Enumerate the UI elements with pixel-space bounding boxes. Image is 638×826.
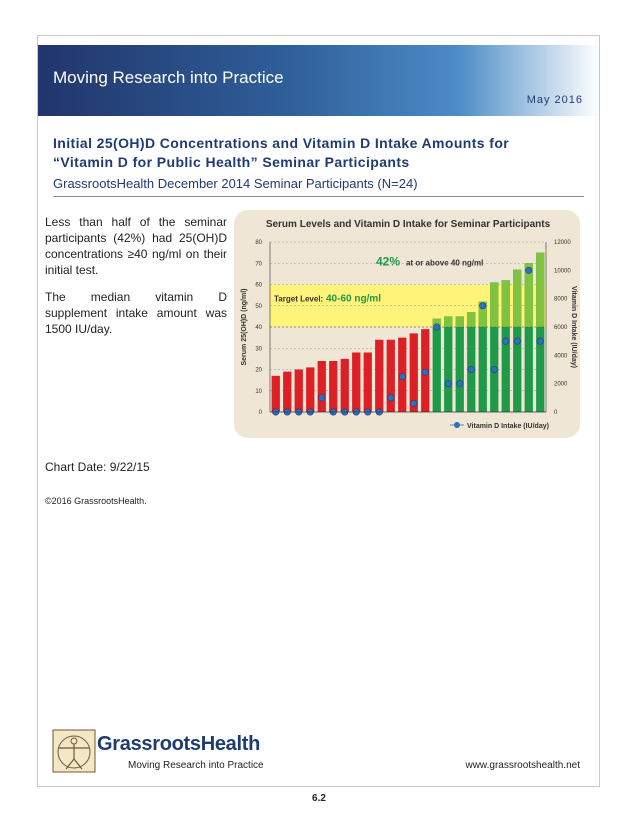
intake-point (445, 380, 451, 386)
serum-bar-upper (490, 282, 498, 327)
threshold-text: at or above 40 ng/ml (406, 258, 484, 268)
footer-brand: GrassrootsHealth (97, 733, 261, 755)
document-title (53, 134, 553, 172)
copyright: ©2016 GrassrootsHealth. (45, 496, 147, 506)
serum-bar (318, 361, 326, 412)
title-divider (53, 196, 584, 197)
serum-bar (283, 372, 291, 412)
serum-bar-upper (456, 316, 464, 327)
y-tick-label: 20 (255, 367, 262, 374)
intake-point (491, 366, 497, 372)
document-subtitle: GrassrootsHealth December 2014 Seminar Participants (N=24) (53, 176, 418, 191)
y-tick-label: 50 (255, 303, 262, 310)
chart-panel (234, 210, 580, 438)
intake-point (399, 373, 405, 379)
intake-point (434, 324, 440, 330)
header-title: Moving Research into Practice (53, 68, 284, 87)
summary-text (45, 214, 227, 348)
y-tick-label: 80 (255, 240, 262, 246)
intake-point (514, 338, 520, 344)
y-tick-label: 70 (255, 261, 262, 268)
target-value: 40-60 ng/ml (326, 293, 382, 305)
intake-point (468, 366, 474, 372)
document-title-line1: Initial 25(OH)D Concentrations and Vitamin D Intake Amounts for (53, 135, 510, 151)
y2-tick-label: 8000 (554, 296, 568, 303)
chart-title: Serum Levels and Vitamin D Intake for Seminar Participants (265, 219, 551, 230)
intake-point (388, 395, 394, 401)
y2-tick-label: 10000 (554, 268, 571, 275)
legend-label: Vitamin D Intake (IU/day) (467, 423, 549, 430)
intake-point (422, 369, 428, 375)
intake-point (411, 400, 417, 406)
header-date: May 2016 (526, 94, 583, 106)
y2-tick-label: 4000 (554, 353, 568, 360)
y-tick-label: 0 (258, 410, 262, 416)
y2-tick-label: 2000 (554, 381, 568, 388)
chart-date: Chart Date: 9/22/15 (45, 460, 150, 474)
serum-bar (375, 340, 383, 412)
serum-bar (295, 370, 303, 413)
intake-point (503, 338, 509, 344)
serum-bar (444, 316, 452, 412)
y-axis-label: Serum 25(OH)D (ng/ml) (241, 288, 248, 366)
summary-paragraph-2: The median vitamin D supplement intake amount was 1500 IU/day. (45, 290, 227, 336)
footer-url[interactable]: www.grassrootshealth.net (465, 760, 580, 771)
serum-intake-chart (234, 210, 580, 438)
footer-tagline: Moving Research into Practice (128, 760, 264, 771)
serum-bar (272, 376, 280, 412)
y2-axis-label: Vitamin D Intake (IU/day) (570, 286, 577, 368)
serum-bar (352, 353, 360, 413)
y-tick-label: 10 (255, 388, 262, 395)
serum-bar (364, 353, 372, 413)
serum-bar-upper (513, 270, 521, 327)
summary-paragraph-1: Less than half of the seminar participants (42%) had 25(OH)D concentrations ≥40 ng/ml on their initial test. (45, 215, 227, 277)
serum-bar-upper (467, 312, 475, 327)
page-number: 6.2 (312, 793, 326, 804)
serum-bar (456, 316, 464, 412)
target-label: Target Level: (274, 294, 324, 304)
serum-bar-upper (536, 253, 544, 327)
serum-bar (306, 367, 314, 412)
vitruvian-logo-icon (52, 729, 96, 773)
y-tick-label: 30 (255, 346, 262, 353)
y2-tick-label: 0 (554, 410, 558, 416)
y-tick-label: 40 (255, 325, 262, 331)
intake-point (526, 267, 532, 273)
intake-point (457, 380, 463, 386)
document-title-line2: “Vitamin D for Public Health” Seminar Participants (53, 154, 410, 170)
intake-point (480, 303, 486, 309)
serum-bar (433, 319, 441, 413)
y-tick-label: 60 (255, 282, 262, 289)
serum-bar (341, 359, 349, 412)
serum-bar-upper (502, 280, 510, 327)
serum-bar (329, 361, 337, 412)
threshold-percent: 42% (376, 254, 401, 269)
y2-tick-label: 6000 (554, 325, 568, 331)
serum-bar-upper (444, 316, 452, 327)
intake-point (537, 338, 543, 344)
y2-tick-label: 12000 (554, 240, 571, 246)
intake-point (319, 395, 325, 401)
